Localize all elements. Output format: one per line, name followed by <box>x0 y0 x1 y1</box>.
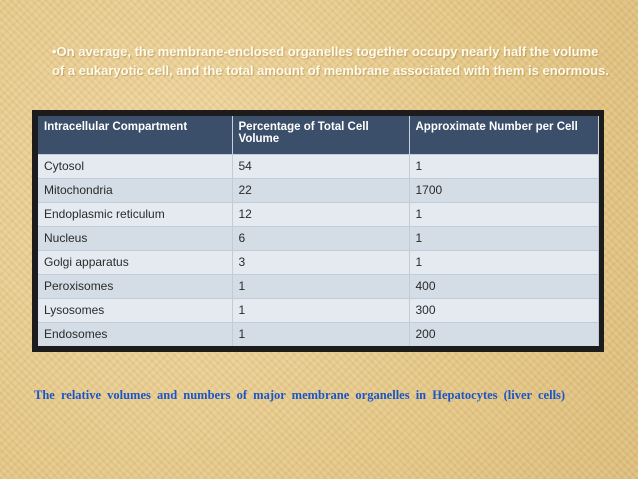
header-compartment: Intracellular Compartment <box>38 116 232 154</box>
cell-volume: 12 <box>232 202 409 226</box>
cell-compartment: Endosomes <box>38 322 232 346</box>
cell-number: 300 <box>409 298 598 322</box>
table-row <box>38 226 598 250</box>
cell-compartment: Golgi apparatus <box>38 250 232 274</box>
table-header-row <box>38 116 598 154</box>
cell-compartment: Mitochondria <box>38 178 232 202</box>
cell-compartment: Nucleus <box>38 226 232 250</box>
header-volume-percentage: Percentage of Total Cell Volume <box>232 116 409 154</box>
cell-compartment: Lysosomes <box>38 298 232 322</box>
cell-number: 1 <box>409 250 598 274</box>
cell-number: 1700 <box>409 178 598 202</box>
bullet-text: •On average, the membrane-enclosed organelles together occupy nearly half the volume of a eukaryotic cell, and the total amount of membrane associated with them is enormous. <box>52 44 609 78</box>
cell-volume: 1 <box>232 322 409 346</box>
cell-compartment: Peroxisomes <box>38 274 232 298</box>
cell-number: 1 <box>409 154 598 178</box>
table-row <box>38 154 598 178</box>
cell-compartment: Endoplasmic reticulum <box>38 202 232 226</box>
table-row <box>38 178 598 202</box>
table-frame <box>32 110 604 352</box>
cell-volume: 1 <box>232 274 409 298</box>
table-row <box>38 274 598 298</box>
cell-number: 1 <box>409 202 598 226</box>
table-row <box>38 322 598 346</box>
organelle-table <box>38 116 599 346</box>
table-row <box>38 298 598 322</box>
cell-compartment: Cytosol <box>38 154 232 178</box>
cell-volume: 6 <box>232 226 409 250</box>
table-row <box>38 250 598 274</box>
cell-number: 1 <box>409 226 598 250</box>
cell-number: 200 <box>409 322 598 346</box>
cell-volume: 1 <box>232 298 409 322</box>
cell-volume: 22 <box>232 178 409 202</box>
figure-caption: The relative volumes and numbers of major membrane organelles in Hepatocytes (liver cells) <box>34 388 566 402</box>
table-row <box>38 202 598 226</box>
cell-number: 400 <box>409 274 598 298</box>
cell-volume: 3 <box>232 250 409 274</box>
cell-volume: 54 <box>232 154 409 178</box>
header-number-per-cell: Approximate Number per Cell <box>409 116 598 154</box>
